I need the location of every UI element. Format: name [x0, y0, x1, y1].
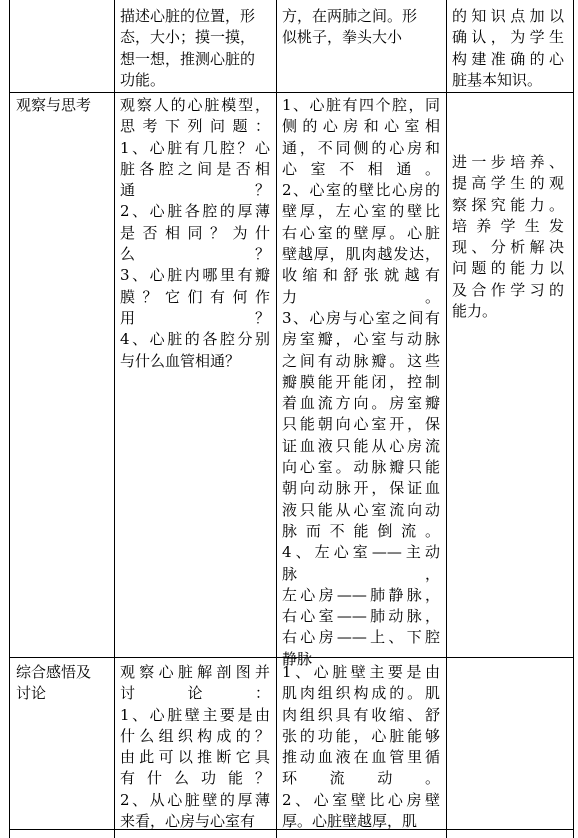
text-line: 之间有动脉瓣。这些 — [282, 351, 440, 370]
text-line: 与什么血管相通？ — [120, 351, 241, 370]
text-line: 2、心脏各腔的厚薄 — [120, 202, 270, 221]
text-line: 2、心室壁比心房壁 — [282, 790, 440, 809]
text-line: 侧的心房和心室相 — [282, 117, 440, 136]
text-line: 什么组织构成的？ — [120, 726, 270, 745]
text-line: 方，在两肺之间。形 — [282, 7, 418, 25]
text-line: 力。 — [282, 287, 440, 306]
text-line: 液只能从心室流向动 — [282, 500, 440, 519]
row-observe-content-cell — [120, 95, 270, 372]
text-line: 脏基本知识。 — [452, 70, 543, 89]
text-line: 朝向动脉开，保证血 — [282, 479, 440, 498]
text-line: 静脉 — [282, 649, 313, 668]
text-line: 壁厚，左心室的壁比 — [282, 202, 440, 221]
row-divider-1 — [9, 92, 574, 93]
text-line: 综合感悟及 — [16, 663, 92, 681]
row-observe-answer-cell — [282, 95, 440, 670]
text-line: 左心房——肺静脉， — [282, 585, 440, 604]
column-divider-1 — [114, 0, 115, 838]
text-line: 来看，心房与心室有 — [120, 812, 256, 831]
text-line: 脉， — [282, 564, 440, 583]
text-line: 察探究能力。 — [452, 195, 564, 214]
text-line: 讨论： — [120, 684, 270, 703]
text-line: 进一步培养、 — [452, 153, 564, 171]
text-line: 么？ — [120, 245, 270, 264]
text-line: 观察心脏解剖图并 — [120, 663, 270, 681]
text-line: 环流动。 — [282, 769, 440, 788]
text-line: 构建准确的心 — [452, 49, 564, 68]
text-line: 现、分析解决 — [452, 238, 564, 257]
text-line: 张的功能，心脏能够 — [282, 726, 440, 745]
text-line: 心室不相通。 — [282, 159, 440, 178]
text-line: 态，大小；摸一摸， — [120, 28, 256, 47]
text-line: 1、心脏壁主要是由 — [282, 663, 440, 681]
text-line: 2、从心脏壁的厚薄 — [120, 790, 270, 809]
text-line: 讨论 — [16, 684, 47, 703]
text-line: 着血流方向。房室瓣 — [282, 394, 440, 413]
text-line: 有什么功能？ — [120, 769, 270, 788]
text-line: 提高学生的观 — [452, 174, 564, 193]
column-divider-2 — [276, 0, 277, 838]
text-line: 1、心脏有四个腔，同 — [282, 96, 440, 114]
text-line: 只能朝向心室开，保 — [282, 415, 440, 434]
text-line: 描述心脏的位置，形 — [120, 7, 256, 25]
row-observe-purpose-cell — [452, 152, 564, 322]
row-discuss-answer-cell — [282, 662, 440, 832]
text-line: 膜？它们有何作 — [120, 287, 270, 306]
text-line: 思考下列问题： — [120, 117, 270, 136]
row-discuss-content-cell — [120, 662, 270, 832]
text-line: 能力。 — [452, 302, 498, 321]
text-line: 脏各腔之间是否相 — [120, 159, 270, 178]
text-line: 通？ — [120, 181, 270, 200]
text-line: 瓣膜能开能闭，控制 — [282, 372, 440, 391]
text-line: 右心室——肺动脉， — [282, 607, 440, 626]
text-line: 收缩和舒张就越有 — [282, 266, 440, 285]
text-line: 肉组织具有收缩、舒 — [282, 705, 440, 724]
text-line: 3、心房与心室之间有 — [282, 308, 440, 327]
row-top-answer-cell — [282, 6, 440, 49]
text-line: 用？ — [120, 308, 270, 327]
text-line: 是否相同？为什 — [120, 223, 270, 242]
text-line: 肌肉组织构成的。肌 — [282, 684, 440, 703]
text-line: 由此可以推断它具 — [120, 748, 270, 767]
text-line: 功能。 — [120, 70, 166, 89]
text-line: 培养学生发 — [452, 216, 564, 235]
row-top-purpose-cell — [452, 6, 564, 91]
text-line: 壁越厚，肌肉越发达， — [282, 245, 440, 264]
table-border-right — [573, 0, 574, 838]
text-line: 观察与思考 — [16, 96, 92, 114]
text-line: 右心房——上、下腔 — [282, 628, 440, 647]
text-line: 右心室的壁厚。心脏 — [282, 223, 440, 242]
text-line: 1、心脏壁主要是由 — [120, 705, 270, 724]
row-discuss-stage-cell — [16, 662, 108, 705]
text-line: 的知识点加以 — [452, 7, 564, 25]
column-divider-3 — [446, 0, 447, 838]
text-line: 1、心脏有几腔？心 — [120, 138, 270, 157]
text-line: 2、心室的壁比心房的 — [282, 181, 440, 200]
text-line: 似桃子，拳头大小 — [282, 28, 403, 47]
text-line: 房室瓣，心室与动脉 — [282, 330, 440, 349]
text-line: 观察人的心脏模型， — [120, 96, 270, 114]
text-line: 4、左心室——主动 — [282, 543, 440, 562]
text-line: 3、心脏内哪里有瓣 — [120, 266, 270, 285]
text-line: 问题的能力以 — [452, 259, 564, 278]
text-line: 确认，为学生 — [452, 28, 564, 47]
table-border-left — [9, 0, 10, 838]
row-observe-stage-cell — [16, 95, 108, 116]
row-top-content-cell — [120, 6, 270, 91]
text-line: 脉而不能倒流。 — [282, 521, 440, 540]
text-line: 推动血液在血管里循 — [282, 748, 440, 767]
text-line: 向心室。动脉瓣只能 — [282, 458, 440, 477]
text-line: 通，不同侧的心房和 — [282, 138, 440, 157]
text-line: 证血液只能从心房流 — [282, 436, 440, 455]
text-line: 想一想，推测心脏的 — [120, 49, 256, 68]
text-line: 厚。心脏壁越厚，肌 — [282, 812, 418, 831]
text-line: 4、心脏的各腔分别 — [120, 330, 270, 349]
text-line: 及合作学习的 — [452, 280, 564, 299]
